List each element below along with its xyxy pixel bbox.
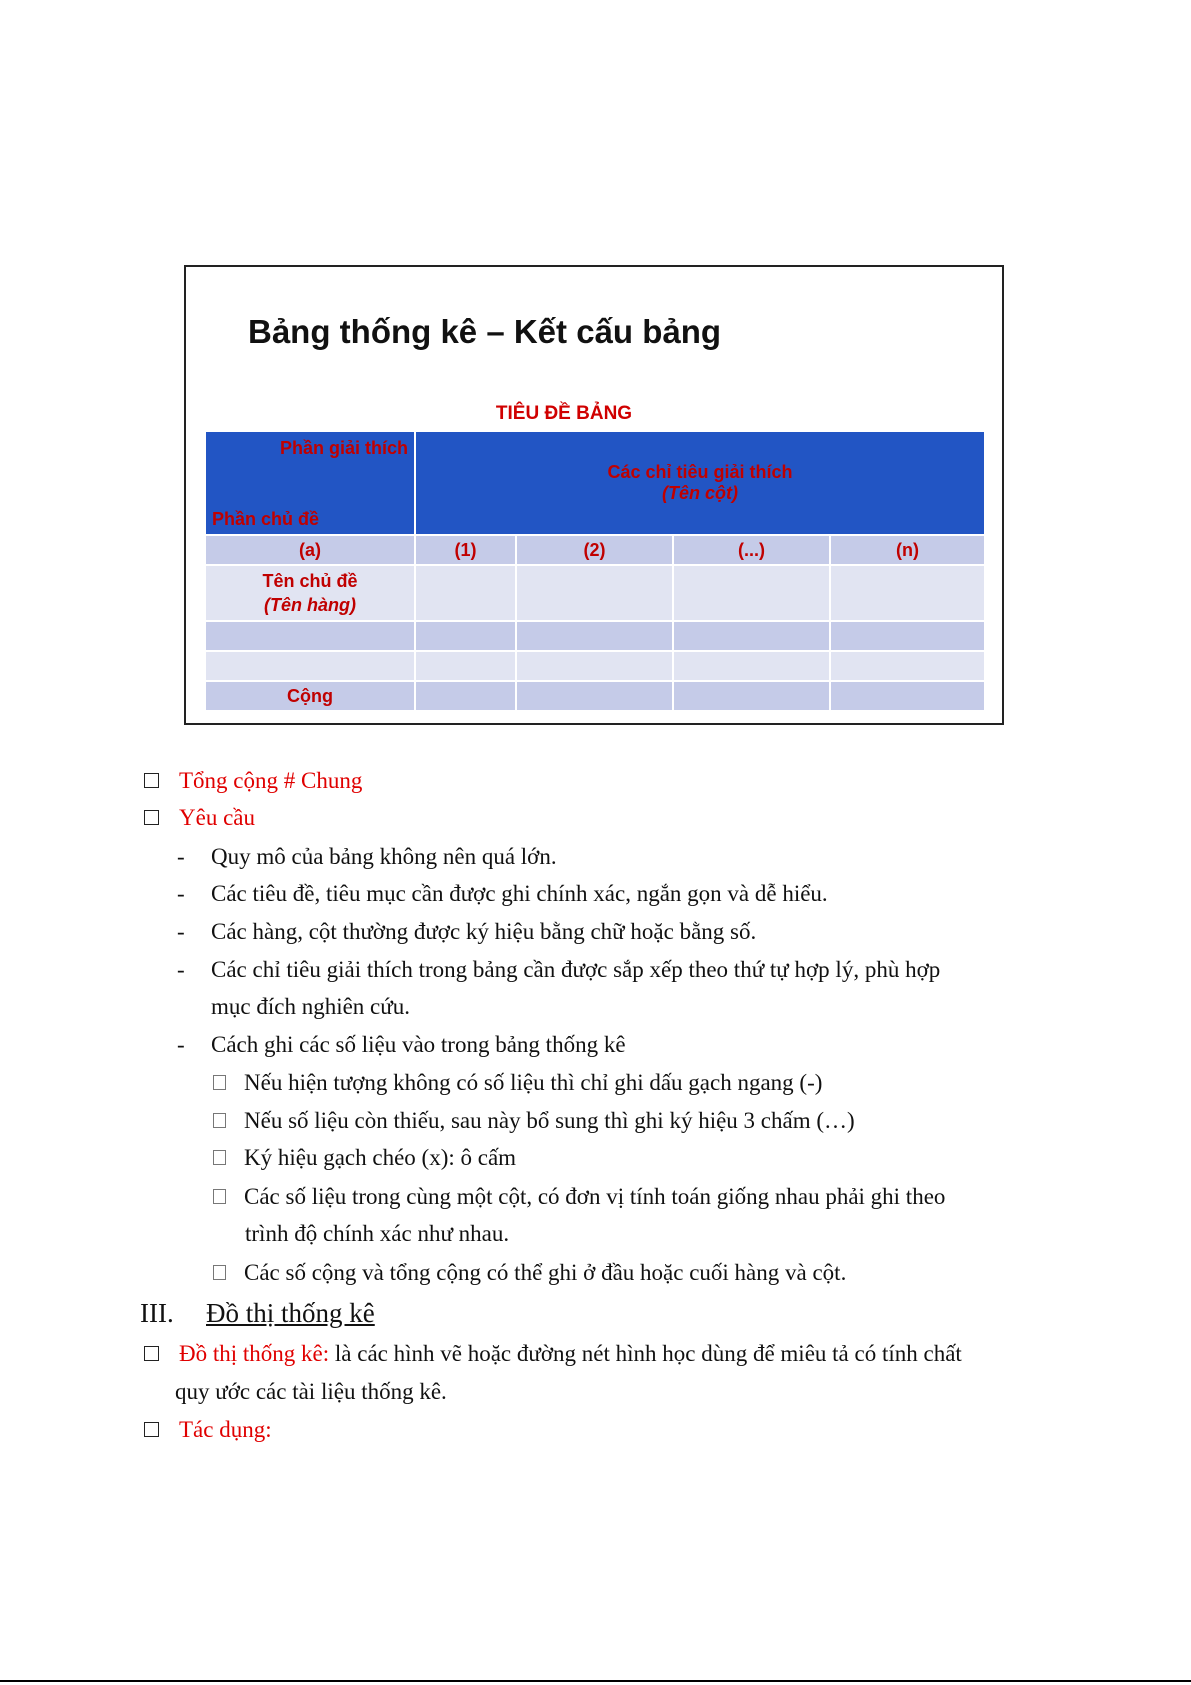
table-header bbox=[206, 432, 984, 534]
row-name-sub: (Tên hàng) bbox=[263, 595, 356, 615]
table-cell bbox=[674, 652, 831, 680]
requirement-text: Cách ghi các số liệu vào trong bảng thống kê bbox=[211, 1032, 626, 1057]
explanation-label: Phần giải thích bbox=[279, 438, 408, 458]
slide-title: Bảng thống kê – Kết cấu bảng bbox=[248, 313, 722, 350]
requirement-text: Quy mô của bảng không nên quá lớn. bbox=[211, 844, 557, 869]
list-item: - Các hàng, cột thường được ký hiệu bằng chữ hoặc bằng số. bbox=[177, 919, 757, 944]
table-cell bbox=[831, 682, 984, 710]
structure-table bbox=[206, 432, 984, 710]
index-row bbox=[206, 534, 984, 564]
index-cell: (...) bbox=[674, 536, 831, 564]
table-structure-slide bbox=[184, 265, 1004, 725]
list-item: - Quy mô của bảng không nên quá lớn. bbox=[177, 844, 557, 869]
row-name-cell bbox=[206, 566, 416, 620]
table-cell bbox=[517, 622, 674, 650]
sub-item bbox=[213, 1143, 516, 1173]
sub-item-text: Nếu số liệu còn thiếu, sau này bổ sung thì ghi ký hiệu 3 chấm (…) bbox=[244, 1108, 855, 1133]
bullet-text: Yêu cầu bbox=[179, 805, 255, 830]
list-item: - Cách ghi các số liệu vào trong bảng thống kê bbox=[177, 1032, 626, 1057]
table-cell bbox=[517, 566, 674, 620]
table-cell bbox=[416, 652, 517, 680]
index-cell: (n) bbox=[896, 539, 919, 560]
header-corner bbox=[206, 432, 416, 534]
table-cell bbox=[674, 622, 831, 650]
checkbox-bullet-icon bbox=[144, 773, 159, 788]
table-cell bbox=[416, 566, 517, 620]
effect-bullet bbox=[144, 1415, 272, 1445]
definition-text: là các hình vẽ hoặc đường nét hình học dùng để miêu tả có tính chất bbox=[329, 1341, 962, 1366]
requirement-text: Các chỉ tiêu giải thích trong bảng cần được sắp xếp theo thứ tự hợp lý, phù hợp bbox=[211, 957, 941, 982]
sub-item-text: Các số liệu trong cùng một cột, có đơn vị tính toán giống nhau phải ghi theo bbox=[244, 1184, 946, 1209]
requirement-text: Các hàng, cột thường được ký hiệu bằng chữ hoặc bằng số. bbox=[211, 919, 757, 944]
sub-item bbox=[213, 1068, 822, 1098]
effect-label: Tác dụng: bbox=[179, 1417, 272, 1442]
list-item: - Các tiêu đề, tiêu mục cần được ghi chính xác, ngắn gọn và dễ hiểu. bbox=[177, 881, 828, 906]
index-cell: (2) bbox=[517, 536, 674, 564]
sub-item-text: Các số cộng và tổng cộng có thể ghi ở đầu hoặc cuối hàng và cột. bbox=[244, 1260, 847, 1285]
section-heading bbox=[140, 1296, 375, 1330]
columns-header bbox=[416, 432, 984, 534]
sub-item bbox=[213, 1106, 855, 1136]
table-row bbox=[206, 620, 984, 650]
table-cell bbox=[674, 682, 831, 710]
sub-item-text: Nếu hiện tượng không có số liệu thì chỉ ghi dấu gạch ngang (-) bbox=[244, 1070, 823, 1095]
sub-item bbox=[213, 1258, 846, 1288]
square-bullet-icon bbox=[213, 1189, 226, 1204]
table-cell bbox=[831, 566, 984, 620]
square-bullet-icon bbox=[213, 1265, 226, 1280]
requirement-text: Các tiêu đề, tiêu mục cần được ghi chính xác, ngắn gọn và dễ hiểu. bbox=[211, 881, 828, 906]
definition-bullet bbox=[144, 1339, 962, 1369]
sub-item-text: Ký hiệu gạch chéo (x): ô cấm bbox=[244, 1145, 517, 1170]
bullet-text: Tổng cộng # Chung bbox=[179, 768, 363, 793]
total-row bbox=[206, 680, 984, 710]
definition-term: Đồ thị thống kê: bbox=[179, 1341, 330, 1366]
table-cell bbox=[206, 652, 416, 680]
definition-continuation: quy ước các tài liệu thống kê. bbox=[175, 1379, 447, 1404]
page-bottom-rule bbox=[0, 1680, 1191, 1682]
table-cell bbox=[206, 622, 416, 650]
subject-label: Phần chủ đề bbox=[212, 509, 320, 529]
list-item: - Các chỉ tiêu giải thích trong bảng cần được sắp xếp theo thứ tự hợp lý, phù hợp bbox=[177, 957, 941, 982]
index-cell: (1) bbox=[416, 536, 517, 564]
table-cell bbox=[416, 622, 517, 650]
row-name: Tên chủ đề bbox=[262, 571, 358, 591]
table-row bbox=[206, 564, 984, 620]
table-cell bbox=[517, 682, 674, 710]
table-cell bbox=[831, 652, 984, 680]
total-label: Cộng bbox=[206, 682, 416, 710]
table-cell bbox=[831, 622, 984, 650]
square-bullet-icon bbox=[213, 1150, 226, 1165]
bullet-requirements bbox=[144, 803, 255, 833]
table-cell bbox=[416, 682, 517, 710]
section-title: Đồ thị thống kê bbox=[206, 1298, 375, 1328]
sub-item-continuation: trình độ chính xác như nhau. bbox=[245, 1221, 510, 1246]
columns-label: Các chỉ tiêu giải thích bbox=[607, 462, 793, 482]
table-row bbox=[206, 650, 984, 680]
checkbox-bullet-icon bbox=[144, 1422, 159, 1437]
index-cell: (a) bbox=[206, 536, 416, 564]
table-cell bbox=[674, 566, 831, 620]
columns-sublabel: (Tên cột) bbox=[662, 483, 738, 503]
list-item-continuation: mục đích nghiên cứu. bbox=[211, 994, 410, 1019]
checkbox-bullet-icon bbox=[144, 810, 159, 825]
sub-item bbox=[213, 1182, 945, 1212]
square-bullet-icon bbox=[213, 1075, 226, 1090]
bullet-total bbox=[144, 766, 362, 796]
square-bullet-icon bbox=[213, 1113, 226, 1128]
section-number: III. bbox=[140, 1298, 174, 1328]
table-title: TIÊU ĐỀ BẢNG bbox=[495, 403, 633, 424]
checkbox-bullet-icon bbox=[144, 1346, 159, 1361]
table-cell bbox=[517, 652, 674, 680]
